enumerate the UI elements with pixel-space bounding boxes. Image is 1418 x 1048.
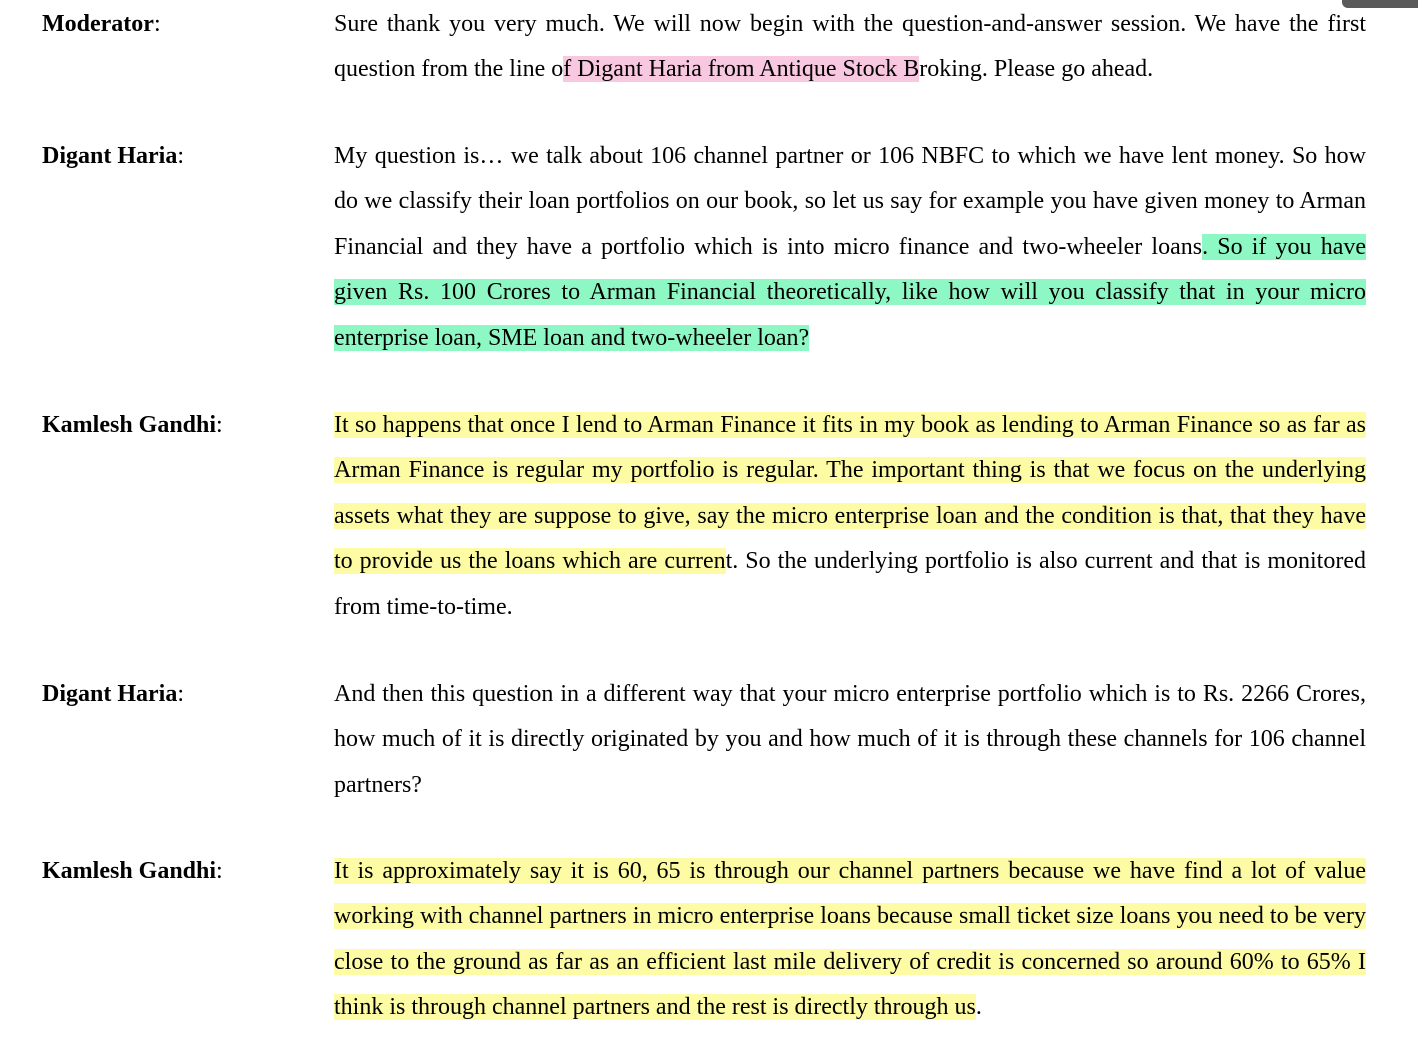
speaker-label: Digant Haria: bbox=[42, 681, 184, 707]
highlighted-text-segment: It is approximately say it is 60, 65 is through our channel partners because we have find a lot of value working with channel partners in micro enterprise loans because small ticket size loans you need to be very close to the ground as far as an efficient last mile delivery of credit is concerned so around 60% to 65% I think is through channel partners and the rest is directly through us bbox=[334, 858, 1366, 1021]
speech-paragraph bbox=[334, 2, 1366, 93]
text-segment: . bbox=[975, 994, 982, 1021]
text-segment: My question is… we talk about 106 channel partner or 106 NBFC to which we have lent money. So how do we classify their loan portfolios on our book, so let us say for example you have given money to Arman Financial and they have a portfolio which is into micro finance and two-wheeler loans bbox=[334, 143, 1366, 260]
speech-paragraph bbox=[334, 134, 1366, 361]
speaker-name: Digant Haria bbox=[42, 143, 178, 169]
speech-paragraph bbox=[334, 403, 1366, 630]
highlighted-text-segment: . So if you have given Rs. 100 Crores to Arman Financial theoretically, like how will you classify that in your micro enterprise loan, SME loan and two-wheeler loan? bbox=[334, 233, 1367, 351]
speaker-name: Moderator bbox=[42, 11, 154, 37]
speech-paragraph bbox=[334, 849, 1366, 1031]
highlighted-text-segment: It so happens that once I lend to Arman Finance it fits in my book as lending to Arman Finance so as far as Arman Finance is regular my portfolio is regular. The important thing is that we focus on the underlying assets what they are suppose to give, say the micro enterprise loan and the condition is that, that they have to provide us the loans which are curren bbox=[334, 412, 1366, 575]
speech-paragraph bbox=[334, 672, 1366, 808]
speaker-name: Digant Haria bbox=[42, 681, 178, 707]
speaker-name: Kamlesh Gandhi bbox=[42, 412, 217, 438]
text-segment: And then this question in a different way that your micro enterprise portfolio which is to Rs. 2266 Crores, how much of it is directly originated by you and how much of it is through these channels for 106 channel partners? bbox=[334, 681, 1366, 798]
speaker-label: Moderator: bbox=[42, 11, 161, 37]
speaker-name: Kamlesh Gandhi bbox=[42, 858, 217, 884]
speaker-label: Digant Haria: bbox=[42, 143, 184, 169]
speaker-label: Kamlesh Gandhi: bbox=[42, 858, 223, 884]
text-segment: roking. Please go ahead. bbox=[919, 56, 1154, 83]
text-segment: Sure thank you very much. We will now begin with the question-and-answer session. We have the first question from the line o bbox=[334, 11, 1366, 83]
highlighted-text-segment: f Digant Haria from Antique Stock B bbox=[563, 56, 920, 83]
speaker-label: Kamlesh Gandhi: bbox=[42, 412, 223, 438]
text-segment: t. So the underlying portfolio is also current and that is monitored from time-to-time. bbox=[334, 548, 1366, 620]
